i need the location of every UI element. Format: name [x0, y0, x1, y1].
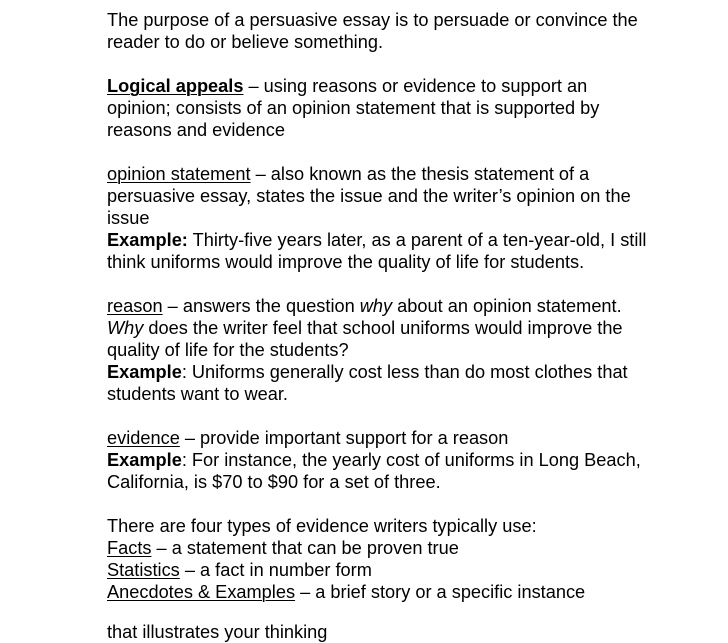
evidence-definition-line: [107, 427, 647, 449]
evidence-type-term: Anecdotes & Examples: [107, 582, 296, 602]
reason-definition-line: [107, 295, 647, 361]
evidence-type-definition: – a brief story or a specific instance: [295, 582, 586, 602]
evidence-example-label: Example: [107, 450, 182, 470]
reason-example-label: Example: [107, 362, 182, 382]
opinion-statement-definition-line: [107, 163, 647, 229]
opinion-statement-section: [107, 163, 647, 273]
evidence-example-text: : For instance, the yearly cost of uniforms in Long Beach, California, is $70 to $90 for a set of three.: [107, 450, 641, 492]
opinion-statement-example: [107, 229, 647, 273]
reason-section: [107, 295, 647, 405]
opinion-statement-definition: – also known as the thesis statement of a persuasive essay, states the issue and the writer’s opinion on the issue: [107, 164, 631, 228]
evidence-type-term: Facts: [107, 538, 152, 558]
evidence-definition: – provide important support for a reason: [179, 428, 509, 448]
reason-why-2: Why: [107, 318, 144, 338]
reason-def-part2: about an opinion statement.: [392, 296, 622, 316]
evidence-section: [107, 427, 647, 493]
reason-example: [107, 361, 647, 405]
opinion-statement-term: opinion statement: [107, 164, 251, 184]
reason-def-part3: does the writer feel that school uniforms would improve the quality of life for the students?: [107, 318, 623, 360]
opinion-example-label: Example:: [107, 230, 188, 250]
evidence-term: evidence: [107, 428, 180, 448]
logical-appeals-term: Logical appeals: [107, 76, 244, 96]
evidence-type-definition: – a statement that can be proven true: [151, 538, 459, 558]
reason-term: reason: [107, 296, 163, 316]
evidence-type-definition: – a fact in number form: [179, 560, 372, 580]
reason-example-text: : Uniforms generally cost less than do most clothes that students want to wear.: [107, 362, 628, 404]
reason-why-1: why: [359, 296, 393, 316]
logical-appeals-paragraph: [107, 75, 647, 141]
evidence-types-section: [107, 515, 647, 603]
logical-appeals-definition: – using reasons or evidence to support an opinion; consists of an opinion statement that is supported by reasons and evidence: [107, 76, 600, 140]
evidence-type-item: [107, 537, 647, 559]
opinion-example-text: Thirty-five years later, as a parent of a ten-year-old, I still think uniforms would improve the quality of life for students.: [107, 230, 647, 272]
reason-def-part1: – answers the question: [162, 296, 360, 316]
evidence-example: [107, 449, 647, 493]
evidence-types-heading: There are four types of evidence writers typically use:: [107, 516, 537, 536]
evidence-type-item: [107, 559, 647, 581]
document-body: [107, 9, 647, 603]
evidence-type-term: Statistics: [107, 560, 180, 580]
cut-off-line: that illustrates your thinking: [107, 622, 328, 642]
evidence-type-item: [107, 581, 647, 603]
intro-paragraph: The purpose of a persuasive essay is to persuade or convince the reader to do or believe something.: [107, 10, 638, 52]
